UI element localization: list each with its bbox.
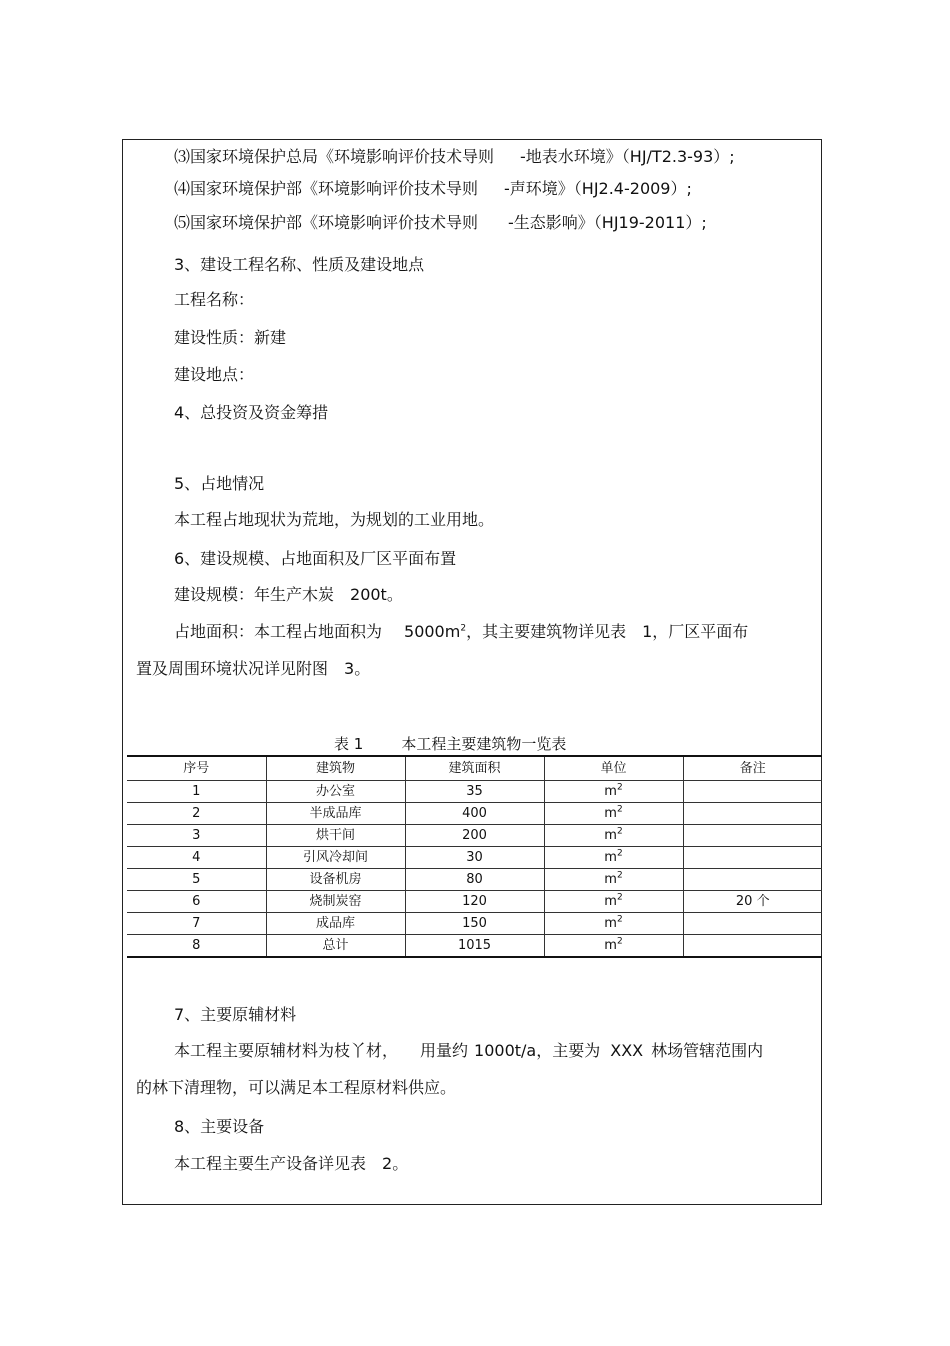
cell-no: 1 [127,781,266,803]
table-row-total [127,935,822,958]
land-area-label: 占地面积：本工程占地面积为 [174,622,383,641]
cell-area: 1015 [405,935,544,958]
land-area-line-1 [174,622,748,642]
cell-unit: $m^2$ [544,825,683,847]
cell-area: 150 [405,913,544,935]
reference-4-code: -声环境》（HJ2.4-2009）; [504,179,692,198]
cell-unit: $m^2$ [544,847,683,869]
cell-note [683,781,822,803]
buildings-table [127,755,822,958]
reference-3 [174,147,735,167]
land-area-value: 5000m [404,622,461,641]
reference-5 [174,213,707,233]
table-row [127,913,822,935]
section-6-heading: 6、建设规模、占地面积及厂区平面布置 [174,549,457,568]
table-1-caption [334,733,566,754]
project-nature: 建设性质：新建 [174,328,287,347]
cell-building: 烧制炭窑 [266,891,405,913]
section-5-heading: 5、占地情况 [174,474,265,493]
cell-no: 5 [127,869,266,891]
reference-3-code: -地表水环境》（HJ/T2.3-93）; [520,147,735,166]
land-area-layout-text: 1，厂区平面布 [642,622,749,641]
section-3-heading: 3、建设工程名称、性质及建设地点 [174,255,425,274]
materials-line-2: 的林下清理物，可以满足本工程原材料供应。 [136,1078,457,1097]
section-8-heading: 8、主要设备 [174,1117,265,1136]
cell-area: 200 [405,825,544,847]
land-area-unit-superscript: 2 [460,623,467,634]
cell-unit: $m^2$ [544,869,683,891]
cell-building: 成品库 [266,913,405,935]
cell-area: 30 [405,847,544,869]
table-row [127,847,822,869]
cell-unit: $m^2$ [544,803,683,825]
col-header-no: 序号 [127,756,266,781]
cell-area: 120 [405,891,544,913]
cell-building: 烘干间 [266,825,405,847]
cell-note [683,803,822,825]
cell-building: 办公室 [266,781,405,803]
cell-note [683,825,822,847]
materials-usage-label: 用量约 [420,1041,469,1060]
cell-building: 半成品库 [266,803,405,825]
materials-intro: 本工程主要原辅材料为枝丫材， [174,1041,399,1060]
materials-usage-value: 1000t/a，主要为 [474,1041,601,1060]
table-row [127,891,822,913]
col-header-note: 备注 [683,756,822,781]
equipment-table-number: 2。 [382,1154,409,1173]
cell-note [683,847,822,869]
reference-3-title: ⑶国家环境保护总局《环境影响评价技术导则 [174,147,495,166]
equipment-table-ref: 本工程主要生产设备详见表 [174,1154,367,1173]
cell-building: 设备机房 [266,869,405,891]
materials-source-name: XXX [610,1041,644,1060]
table-row [127,825,822,847]
cell-no: 6 [127,891,266,913]
cell-no: 7 [127,913,266,935]
section-4-heading: 4、总投资及资金筹措 [174,403,329,422]
table-1-number: 表 1 [334,735,364,753]
land-use-text: 本工程占地现状为荒地，为规划的工业用地。 [174,510,495,529]
table-header-row [127,756,822,781]
layout-figure-number: 3。 [344,659,371,678]
section-7-heading: 7、主要原辅材料 [174,1005,297,1024]
table-row [127,803,822,825]
reference-4 [174,179,692,199]
land-area-table-ref: ，其主要建筑物详见表 [466,622,627,641]
materials-source-scope: 林场管辖范围内 [651,1041,764,1060]
table-row [127,781,822,803]
cell-note [683,913,822,935]
table-1-title: 本工程主要建筑物一览表 [401,735,567,753]
cell-no: 2 [127,803,266,825]
cell-no: 8 [127,935,266,958]
scale-value: 200t。 [350,585,403,604]
cell-no: 4 [127,847,266,869]
materials-line-1 [174,1041,763,1061]
cell-unit: $m^2$ [544,891,683,913]
project-location-label: 建设地点： [174,365,255,384]
col-header-building: 建筑物 [266,756,405,781]
reference-5-code: -生态影响》（HJ19-2011）; [508,213,707,232]
cell-unit: $m^2$ [544,913,683,935]
cell-area: 80 [405,869,544,891]
cell-note [683,869,822,891]
land-area-line-2 [136,659,370,679]
cell-building: 引风冷却间 [266,847,405,869]
cell-no: 3 [127,825,266,847]
col-header-unit: 单位 [544,756,683,781]
cell-building: 总计 [266,935,405,958]
equipment-text [174,1154,408,1174]
cell-unit: $m^2$ [544,935,683,958]
project-name-label: 工程名称： [174,290,255,309]
reference-5-title: ⑸国家环境保护部《环境影响评价技术导则 [174,213,479,232]
scale-label: 建设规模：年生产木炭 [174,585,335,604]
construction-scale [174,585,403,605]
reference-4-title: ⑷国家环境保护部《环境影响评价技术导则 [174,179,479,198]
table-row [127,869,822,891]
cell-unit: $m^2$ [544,781,683,803]
cell-area: 35 [405,781,544,803]
layout-figure-ref: 置及周围环境状况详见附图 [136,659,329,678]
cell-note [683,935,822,958]
col-header-area: 建筑面积 [405,756,544,781]
cell-area: 400 [405,803,544,825]
cell-note: 20 个 [683,891,822,913]
